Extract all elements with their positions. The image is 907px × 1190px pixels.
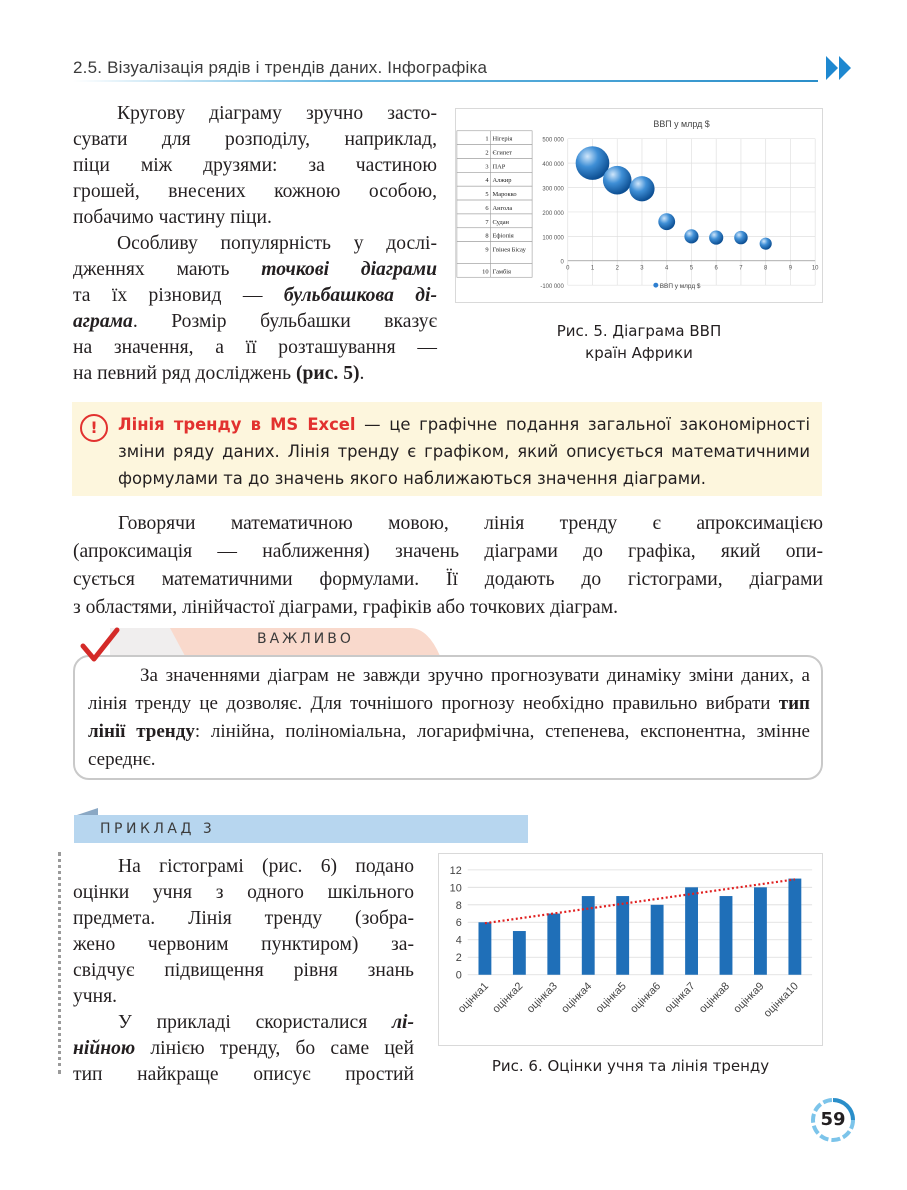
x-tick-label: 1	[590, 265, 595, 272]
x-tick-label: 8	[764, 265, 768, 272]
example-line: У прикладі скористалися лі-	[118, 1012, 414, 1033]
double-arrow-icon	[826, 54, 856, 82]
chart-title: ВВП у млрд $	[653, 118, 710, 129]
y-tick-label: 6	[455, 917, 462, 930]
x-tick-label: 10	[811, 265, 819, 272]
y-tick-label: 300 000	[542, 186, 564, 193]
intro-text	[73, 101, 437, 387]
example-line: учня.	[73, 986, 118, 1007]
bar	[513, 931, 526, 975]
example-line: оцінки учня з одного шкільного	[73, 882, 414, 903]
x-tick-label: 0	[566, 265, 570, 272]
y-tick-label: 0	[455, 969, 462, 982]
y-tick-label: 8	[455, 899, 462, 912]
bar	[754, 887, 767, 974]
paragraph-line: сується математичними формулами. Її додають до гістограми, діаграми	[73, 569, 823, 590]
table-cell-country: Ангола	[492, 204, 513, 212]
bubble-point	[734, 231, 747, 244]
term-bubble: бульбашкова ді-	[283, 285, 437, 306]
term-scatter: точкові діаграми	[261, 259, 437, 280]
example-line: свідчує підвищення рівня знань	[73, 960, 414, 981]
table-cell-number: 4	[485, 177, 489, 185]
intro-line: дженнях мають точкові діаграми	[73, 259, 437, 280]
table-cell-country: Судан	[492, 218, 510, 226]
checkmark-icon	[80, 626, 120, 666]
table-cell-number: 2	[485, 149, 489, 157]
chapter-title: 2.5. Візуалізація рядів і трендів даних. Інфографіка	[73, 58, 488, 77]
x-tick-label: 3	[640, 265, 644, 272]
exclamation-icon: !	[80, 414, 108, 442]
bar	[651, 905, 664, 975]
table-cell-country: Гвінея Бісау	[492, 246, 526, 254]
table-cell-number: 1	[485, 135, 489, 143]
example-line: нійною лінією тренду, бо саме цей	[73, 1038, 414, 1059]
running-header	[73, 56, 818, 80]
table-cell-number: 8	[485, 232, 489, 240]
example-line: тип найкраще описує простий	[73, 1064, 414, 1085]
x-tick-label: оцінка4	[559, 980, 595, 1016]
x-tick-label: оцінка10	[761, 980, 801, 1020]
intro-line: сувати для розподілу, наприклад,	[73, 129, 437, 150]
example-line: предмета. Лінія тренду (зобра-	[73, 908, 414, 929]
x-tick-label: оцінка1	[455, 980, 492, 1016]
important-text: За значеннями діаграм не завжди зручно прогнозувати динаміку зміни даних, а лінія тренду це дозволяє. Для точнішого прогнозу необхідно правильно вибрати тип лінії тренду: лінійна, поліноміальна, логарифмічна, степенева, експонентна, змінне середнє.	[88, 665, 810, 770]
example-line: жено червоним пунктиром) за-	[73, 934, 414, 955]
table-cell-country: Алжир	[492, 177, 512, 185]
example-line: На гістограмі (рис. 6) подано	[118, 856, 414, 877]
table-cell-country: Єгипет	[492, 149, 512, 157]
intro-line: Особливу популярність у дослі-	[117, 233, 437, 254]
x-tick-label: 7	[739, 265, 743, 272]
legend-label: ВВП у млрд $	[659, 283, 701, 291]
y-tick-label: 2	[455, 952, 462, 965]
fig6-caption: Рис. 6. Оцінки учня та лінія тренду	[491, 1057, 770, 1075]
paragraph-line: з областями, лінійчастої діаграми, графіків або точкових діаграм.	[73, 597, 619, 618]
table-cell-country: ПАР	[492, 163, 506, 171]
y-tick-label: 500 000	[542, 137, 564, 144]
table-cell-number: 6	[485, 204, 489, 212]
example-text	[73, 854, 414, 1088]
intro-line: побачимо частину піци.	[73, 207, 272, 228]
x-tick-label: оцінка8	[696, 980, 733, 1016]
bar	[582, 896, 595, 975]
x-tick-label: оцінка5	[593, 980, 629, 1016]
table-cell-number: 9	[485, 246, 489, 254]
paragraph-line: Говорячи математичною мовою, лінія тренду є апроксимацією	[118, 513, 823, 534]
fig5-caption	[455, 320, 823, 364]
y-tick-label: 200 000	[542, 210, 564, 217]
bar	[616, 896, 629, 975]
definition-term: Лінія тренду в MS Excel	[118, 415, 356, 434]
intro-line: на певний ряд досліджень (рис. 5).	[73, 363, 365, 384]
important-label: ВАЖЛИВО	[257, 631, 354, 647]
y-tick-label: 10	[449, 882, 462, 895]
table-cell-country: Ефіопія	[492, 232, 514, 240]
trend-paragraph	[73, 510, 823, 622]
grades-bar-chart	[438, 853, 823, 1046]
intro-line: грошей, внесених кожною особою,	[73, 181, 437, 202]
x-tick-label: 6	[714, 265, 718, 272]
bubble-point	[603, 166, 632, 195]
table-cell-number: 3	[485, 163, 489, 171]
y-tick-label: 400 000	[542, 162, 564, 169]
bubble-point	[658, 213, 675, 230]
bubble-point	[709, 231, 723, 245]
intro-line: та їх різновид — бульбашкова ді-	[73, 285, 437, 306]
term-linear: нійною	[73, 1038, 136, 1059]
table-cell-country: Гамбія	[492, 268, 512, 276]
intro-line: аграма. Розмір бульбашки вказує	[73, 311, 437, 332]
bubble-point	[629, 176, 654, 201]
bubble-point	[760, 238, 772, 250]
trend-line	[485, 879, 795, 923]
page-number: 59	[820, 1109, 846, 1130]
paragraph-line: (апроксимація — наближення) значень діаграми до графіка, який опи-	[73, 541, 823, 562]
table-cell-number: 7	[485, 218, 489, 226]
bar	[685, 887, 698, 974]
x-tick-label: 4	[665, 265, 669, 272]
legend-marker	[653, 283, 658, 288]
bar	[478, 922, 491, 974]
x-tick-label: оцінка9	[731, 980, 767, 1016]
bar	[788, 879, 801, 975]
x-tick-label: оцінка7	[662, 980, 698, 1016]
fig5-caption-line: Рис. 5. Діаграма ВВП	[556, 322, 722, 340]
intro-line: на значення, а її розташування —	[73, 337, 437, 358]
definition-text: Лінія тренду в MS Excel — це графічне подання загальної закономірності зміни ряду даних. Лінія тренду є графіком, який описується математичними формулами та до значень якого наближаються значення діаграми.	[118, 415, 810, 488]
bubble-point	[684, 229, 698, 243]
header-rule	[73, 80, 818, 82]
x-tick-label: оцінка3	[524, 980, 560, 1016]
x-tick-label: оцінка2	[490, 980, 526, 1016]
intro-line: піци між друзями: за частиною	[73, 155, 437, 176]
table-cell-number: 5	[485, 191, 489, 199]
table-cell-country: Марокко	[492, 191, 517, 199]
example-label: ПРИКЛАД 3	[100, 821, 216, 837]
x-tick-label: 2	[615, 265, 619, 272]
y-tick-label: 0	[560, 259, 564, 266]
bar	[547, 914, 560, 975]
trend-type-term: тип лінії тренду	[88, 693, 810, 742]
y-tick-label: 12	[449, 864, 462, 877]
bar	[720, 896, 733, 975]
table-cell-country: Нігерія	[492, 135, 513, 143]
x-tick-label: 5	[689, 265, 694, 272]
example-side-rule	[58, 852, 61, 1074]
fig5-caption-line: країн Африки	[585, 344, 693, 362]
table-cell-number: 10	[482, 268, 489, 276]
x-tick-label: 9	[788, 265, 793, 272]
y-tick-label: -100 000	[540, 284, 564, 291]
definition-box	[72, 402, 822, 496]
y-tick-label: 100 000	[542, 235, 564, 242]
bubble-chart	[455, 108, 823, 303]
y-tick-label: 4	[455, 934, 462, 947]
intro-line: Кругову діаграму зручно засто-	[117, 103, 437, 124]
x-tick-label: оцінка6	[627, 980, 664, 1016]
